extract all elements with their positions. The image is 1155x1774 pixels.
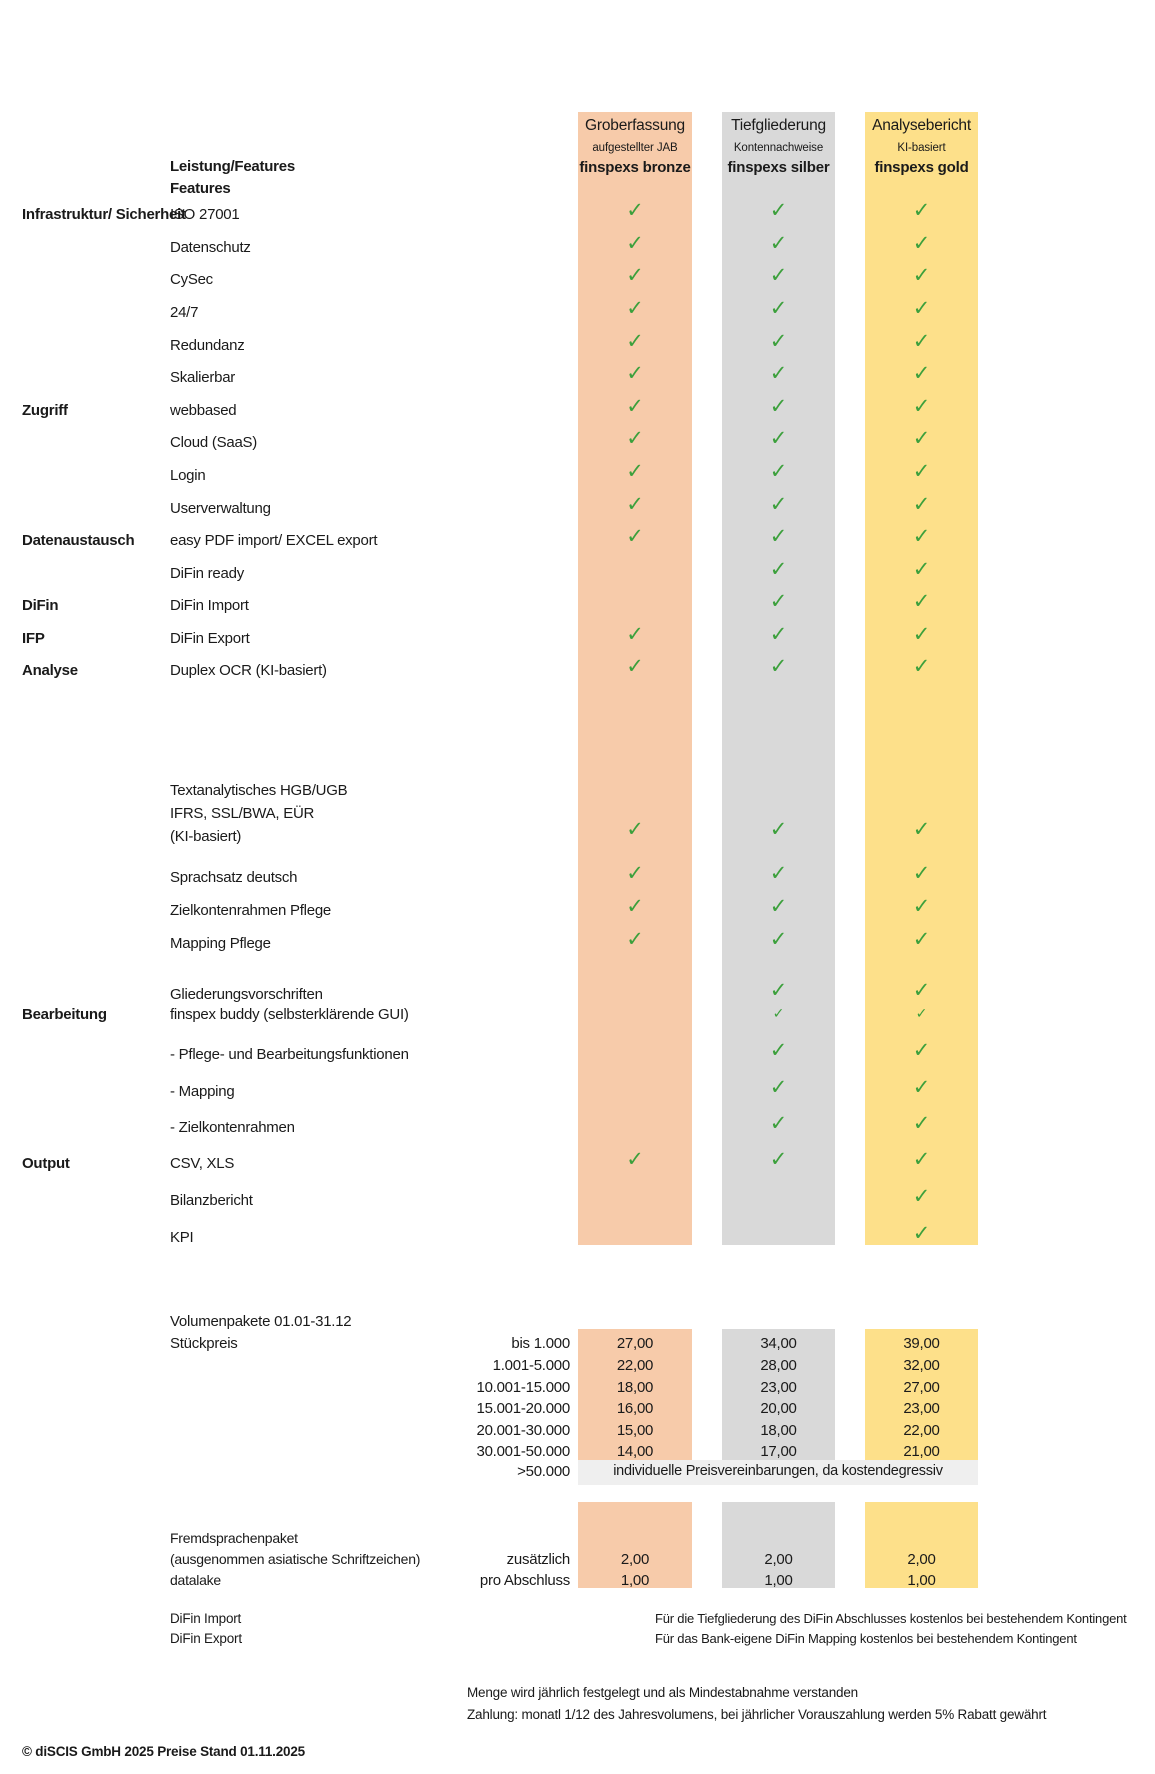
feature-label-skalierbar: Skalierbar [170,369,236,386]
checkmark-icon-finspex-buddy-silber: ✓ [772,1005,785,1021]
feature-label-difin-import: DiFin Import [170,597,249,614]
gold-product: finspexs gold [874,159,969,176]
over-tier-note: individuelle Preisvereinbarungen, da kostendegressiv [613,1463,943,1479]
checkmark-icon-24-7-bronze: ✓ [626,297,644,320]
bronze-column-header [578,112,692,182]
checkmark-icon-difin-export-gold: ✓ [912,623,931,646]
checkmark-icon-skalierbar-gold: ✓ [912,362,931,385]
checkmark-icon-mapping-pflege-silber: ✓ [769,928,788,951]
checkmark-icon-pflege-bearbeitung-silber: ✓ [769,1039,788,1062]
payment-note: Zahlung: monatl 1/12 des Jahresvolumens, bei jährlicher Vorauszahlung werden 5% Rabatt gewährt [467,1707,1047,1722]
feature-label-cysec: CySec [170,271,213,288]
category-label-difin-export: IFP [22,630,45,647]
checkmark-icon-iso-27001-bronze: ✓ [626,199,644,222]
checkmark-icon-finspex-buddy-gold: ✓ [915,1005,928,1021]
feature-label-line: IFRS, SSL/BWA, EÜR [170,805,315,822]
feature-label-datenschutz: Datenschutz [170,239,251,256]
checkmark-icon-cloud-saas-silber: ✓ [769,427,788,450]
feature-label-pflege-bearbeitung: - Pflege- und Bearbeitungsfunktionen [170,1046,409,1063]
volume-note: Menge wird jährlich festgelegt und als Mindestabnahme verstanden [467,1685,858,1700]
checkmark-icon-duplex-ocr-silber: ✓ [769,655,788,678]
difin-import-note-label: DiFin Import [170,1611,242,1626]
category-label-finspex-buddy: Bearbeitung [22,1006,107,1023]
checkmark-icon-duplex-ocr-gold: ✓ [912,655,931,678]
addon-price-gold: 2,00 [907,1551,936,1568]
features-header-line1: Leistung/Features [170,158,295,175]
feature-label-webbased: webbased [170,402,237,419]
addon-qualifier: pro Abschluss [479,1572,570,1589]
checkmark-icon-skalierbar-bronze: ✓ [626,362,644,385]
feature-label-userverwaltung: Userverwaltung [170,500,271,517]
checkmark-icon-webbased-bronze: ✓ [626,395,644,418]
feature-label-login: Login [170,467,206,484]
category-label-iso-27001: Infrastruktur/ Sicherheit [22,206,186,223]
checkmark-icon-24-7-silber: ✓ [769,297,788,320]
checkmark-icon-zielkontenrahmen-pflege-silber: ✓ [769,895,788,918]
feature-label-difin-ready: DiFin ready [170,565,244,582]
addon-price-gold: 1,00 [907,1572,936,1589]
checkmark-icon-mapping-silber: ✓ [769,1076,788,1099]
tier-price-bronze: 18,00 [616,1379,654,1396]
checkmark-icon-login-gold: ✓ [912,460,931,483]
feature-label-mapping-pflege: Mapping Pflege [170,935,271,952]
checkmark-icon-difin-export-bronze: ✓ [626,623,644,646]
checkmark-icon-textanalytisches-silber: ✓ [769,818,788,841]
tier-range: 1.001-5.000 [492,1357,570,1374]
addon-price-bronze: 2,00 [620,1551,650,1568]
category-label-difin-import: DiFin [22,597,59,614]
checkmark-icon-difin-ready-gold: ✓ [912,558,931,581]
feature-label-easy-pdf-import: easy PDF import/ EXCEL export [170,532,378,549]
tier-price-silber: 20,00 [760,1400,797,1417]
checkmark-icon-textanalytisches-gold: ✓ [912,818,931,841]
tier-price-gold: 21,00 [903,1443,940,1460]
checkmark-icon-cysec-gold: ✓ [912,264,931,287]
bronze-product: finspexs bronze [579,159,691,176]
unit-price-label: Stückpreis [170,1335,238,1352]
over-tier-range: >50.000 [517,1463,570,1480]
addon-qualifier: zusätzlich [506,1551,570,1568]
features-header [170,156,295,200]
feature-label-bilanzbericht: Bilanzbericht [170,1192,253,1209]
tier-price-bronze: 16,00 [616,1400,654,1417]
checkmark-icon-difin-export-silber: ✓ [769,623,788,646]
addon-price-silber: 1,00 [764,1572,793,1589]
bronze-subtitle: aufgestellter JAB [592,142,678,154]
checkmark-icon-cysec-bronze: ✓ [626,264,644,287]
checkmark-icon-csv-xls-bronze: ✓ [626,1148,644,1171]
tier-price-bronze: 14,00 [616,1443,654,1460]
feature-label-mapping: - Mapping [170,1083,235,1100]
features-header-line2: Features [170,180,231,197]
checkmark-icon-zielkontenrahmen-pflege-bronze: ✓ [626,895,644,918]
checkmark-icon-duplex-ocr-bronze: ✓ [626,655,644,678]
feature-label-difin-export: DiFin Export [170,630,250,647]
gold-subtitle: KI-basiert [897,142,946,154]
difin-export-note: Für das Bank-eigene DiFin Mapping kostenlos bei bestehendem Kontingent [655,1631,1077,1646]
silber-subtitle: Kontennachweise [733,142,824,154]
checkmark-icon-easy-pdf-import-silber: ✓ [769,525,788,548]
feature-label-cloud-saas: Cloud (SaaS) [170,434,258,451]
addon-label: Fremdsprachenpaket [170,1530,298,1546]
checkmark-icon-datenschutz-gold: ✓ [912,232,931,255]
checkmark-icon-redundanz-silber: ✓ [769,330,788,353]
checkmark-icon-zielkontenrahmen-silber: ✓ [769,1112,788,1135]
tier-price-silber: 18,00 [760,1422,797,1439]
feature-label-kpi: KPI [170,1229,194,1246]
checkmark-icon-cloud-saas-bronze: ✓ [626,427,644,450]
checkmark-icon-mapping-gold: ✓ [912,1076,931,1099]
silber-title: Tiefgliederung [731,117,826,134]
tier-range: bis 1.000 [511,1335,570,1352]
category-label-csv-xls: Output [22,1155,70,1172]
checkmark-icon-webbased-gold: ✓ [912,395,931,418]
checkmark-icon-skalierbar-silber: ✓ [769,362,788,385]
checkmark-icon-redundanz-gold: ✓ [912,330,931,353]
checkmark-icon-cysec-silber: ✓ [769,264,788,287]
checkmark-icon-difin-ready-silber: ✓ [769,558,788,581]
checkmark-icon-bilanzbericht-gold: ✓ [912,1185,931,1208]
checkmark-icon-userverwaltung-silber: ✓ [769,493,788,516]
feature-label-line: (KI-basiert) [170,828,242,845]
bronze-title: Groberfassung [585,117,685,134]
gold-title: Analysebericht [872,117,971,134]
tier-price-gold: 22,00 [903,1422,940,1439]
checkmark-icon-sprachsatz-deutsch-gold: ✓ [912,862,931,885]
tier-price-gold: 39,00 [903,1335,940,1352]
feature-label-redundanz: Redundanz [170,337,245,354]
checkmark-icon-24-7-gold: ✓ [912,297,931,320]
silber-column-header [722,112,835,182]
tier-price-silber: 17,00 [760,1443,797,1460]
checkmark-icon-textanalytisches-bronze: ✓ [626,818,644,841]
category-label-duplex-ocr: Analyse [22,662,78,679]
checkmark-icon-cloud-saas-gold: ✓ [912,427,931,450]
checkmark-icon-kpi-gold: ✓ [912,1222,931,1245]
copyright-footer: © diSCIS GmbH 2025 Preise Stand 01.11.2025 [22,1744,305,1759]
addon-label: (ausgenommen asiatische Schriftzeichen) [170,1551,421,1567]
tier-price-gold: 32,00 [903,1357,940,1374]
checkmark-icon-iso-27001-gold: ✓ [912,199,931,222]
addon-price-bronze: 1,00 [620,1572,650,1589]
checkmark-icon-csv-xls-silber: ✓ [769,1148,788,1171]
feature-label-zielkontenrahmen: - Zielkontenrahmen [170,1119,295,1136]
checkmark-icon-mapping-pflege-bronze: ✓ [626,928,644,951]
checkmark-icon-zielkontenrahmen-gold: ✓ [912,1112,931,1135]
checkmark-icon-mapping-pflege-gold: ✓ [912,928,931,951]
checkmark-icon-pflege-bearbeitung-gold: ✓ [912,1039,931,1062]
checkmark-icon-login-silber: ✓ [769,460,788,483]
difin-export-note-label: DiFin Export [170,1631,242,1646]
checkmark-icon-sprachsatz-deutsch-silber: ✓ [769,862,788,885]
checkmark-icon-redundanz-bronze: ✓ [626,330,644,353]
tier-range: 30.001-50.000 [476,1443,570,1460]
tier-price-bronze: 15,00 [616,1422,654,1439]
tier-price-silber: 34,00 [760,1335,797,1352]
silber-product: finspexs silber [727,159,830,176]
checkmark-icon-sprachsatz-deutsch-bronze: ✓ [626,862,644,885]
checkmark-icon-userverwaltung-bronze: ✓ [626,493,644,516]
addon-price-silber: 2,00 [764,1551,793,1568]
checkmark-icon-difin-import-silber: ✓ [769,590,788,613]
tier-price-bronze: 22,00 [616,1357,654,1374]
checkmark-icon-login-bronze: ✓ [626,460,644,483]
checkmark-icon-easy-pdf-import-gold: ✓ [912,525,931,548]
tier-price-silber: 23,00 [760,1379,797,1396]
checkmark-icon-userverwaltung-gold: ✓ [912,493,931,516]
tier-price-gold: 27,00 [903,1379,940,1396]
checkmark-icon-difin-import-gold: ✓ [912,590,931,613]
feature-label-line: Textanalytisches HGB/UGB [170,782,348,799]
checkmark-icon-zielkontenrahmen-pflege-gold: ✓ [912,895,931,918]
feature-label-sprachsatz-deutsch: Sprachsatz deutsch [170,869,298,886]
feature-label-iso-27001: ISO 27001 [170,206,240,223]
volume-section-title: Volumenpakete 01.01-31.12 [170,1313,352,1330]
tier-range: 15.001-20.000 [476,1400,570,1417]
checkmark-icon-webbased-silber: ✓ [769,395,788,418]
gold-column-header [865,112,978,182]
addon-label: datalake [170,1572,221,1588]
checkmark-icon-datenschutz-bronze: ✓ [626,232,644,255]
checkmark-icon-gliederungsvorschriften-silber: ✓ [769,979,788,1002]
feature-label-24-7: 24/7 [170,304,199,321]
checkmark-icon-iso-27001-silber: ✓ [769,199,788,222]
feature-label-textanalytisches [170,779,347,848]
tier-range: 10.001-15.000 [476,1379,570,1396]
feature-label-duplex-ocr: Duplex OCR (KI-basiert) [170,662,327,679]
feature-label-zielkontenrahmen-pflege: Zielkontenrahmen Pflege [170,902,332,919]
over-tier-strip [578,1460,978,1485]
feature-label-csv-xls: CSV, XLS [170,1155,235,1172]
tier-price-gold: 23,00 [903,1400,940,1417]
tier-price-bronze: 27,00 [616,1335,654,1352]
tier-range: 20.001-30.000 [476,1422,570,1439]
checkmark-icon-csv-xls-gold: ✓ [912,1148,931,1171]
difin-import-note: Für die Tiefgliederung des DiFin Abschlusses kostenlos bei bestehendem Kontingent [655,1611,1127,1626]
category-label-easy-pdf-import: Datenaustausch [22,532,135,549]
feature-label-gliederungsvorschriften: Gliederungsvorschriften [170,986,323,1003]
checkmark-icon-datenschutz-silber: ✓ [769,232,788,255]
category-label-webbased: Zugriff [22,402,68,419]
tier-price-silber: 28,00 [760,1357,797,1374]
feature-label-finspex-buddy: finspex buddy (selbsterklärende GUI) [170,1006,409,1023]
checkmark-icon-gliederungsvorschriften-gold: ✓ [912,979,931,1002]
checkmark-icon-easy-pdf-import-bronze: ✓ [626,525,644,548]
